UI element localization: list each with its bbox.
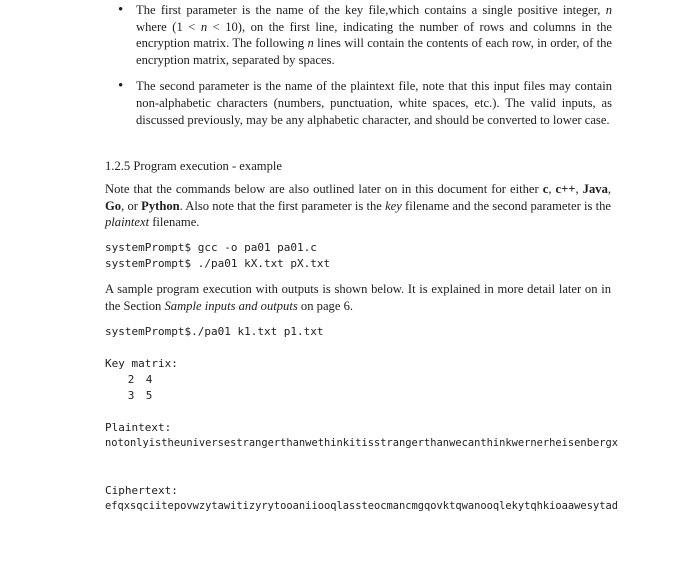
key-matrix [122, 372, 158, 404]
ciphertext-value: efqxsqciitepovwzytawitizyrytooaniiooqlassteocmancmgqovktqwanooqlekytqhkioaawesytad [105, 500, 618, 512]
exec-command: systemPrompt$./pa01 k1.txt p1.txt [105, 325, 324, 338]
bullet-key-file: • The first parameter is the name of the key file,which contains a single positive integer, n where (1 < n < 10), on the first line, indicating the number of rows and columns in the encryption matrix. The following n lines will contain the contents of each row, in order, of the encryption matrix, separated by spaces. [118, 2, 612, 67]
sample-paragraph: A sample program execution with outputs is shown below. It is explained in more detail later on in the Section Sample inputs and outputs on page 6. [105, 282, 611, 313]
key-matrix-row: 3 5 [127, 389, 153, 402]
compile-command: systemPrompt$ gcc -o pa01 pa01.c [105, 241, 317, 254]
note-paragraph: Note that the commands below are also outlined later on in this document for either c, c++, Java, Go, or Python. Also note that the first parameter is the key filename and the second parameter is the plaintext filename. [105, 182, 612, 230]
parameter-list [116, 2, 612, 138]
section-heading: 1.2.5 Program execution - example [105, 159, 282, 173]
bullet-dot-icon: • [118, 2, 124, 18]
plaintext-label: Plaintext: [105, 421, 172, 434]
bullet-plaintext-file: • The second parameter is the name of the plaintext file, note that this input files may contain non-alphabetic characters (numbers, punctuation, white spaces, etc.). The valid inputs, as discussed previously, may be any alphabetic character, and should be converted to lower case. [118, 78, 612, 127]
plaintext-value: notonlyistheuniversestrangerthanwethinkitisstrangerthanwecanthinkwernerheisenbergx [105, 437, 618, 449]
ciphertext-label: Ciphertext: [105, 484, 178, 497]
bullet-dot-icon: • [118, 78, 124, 95]
key-matrix-row: 2 4 [127, 373, 153, 386]
compile-command-block [105, 240, 611, 271]
run-command: systemPrompt$ ./pa01 kX.txt pX.txt [105, 256, 331, 270]
key-matrix-label: Key matrix: [105, 357, 178, 370]
